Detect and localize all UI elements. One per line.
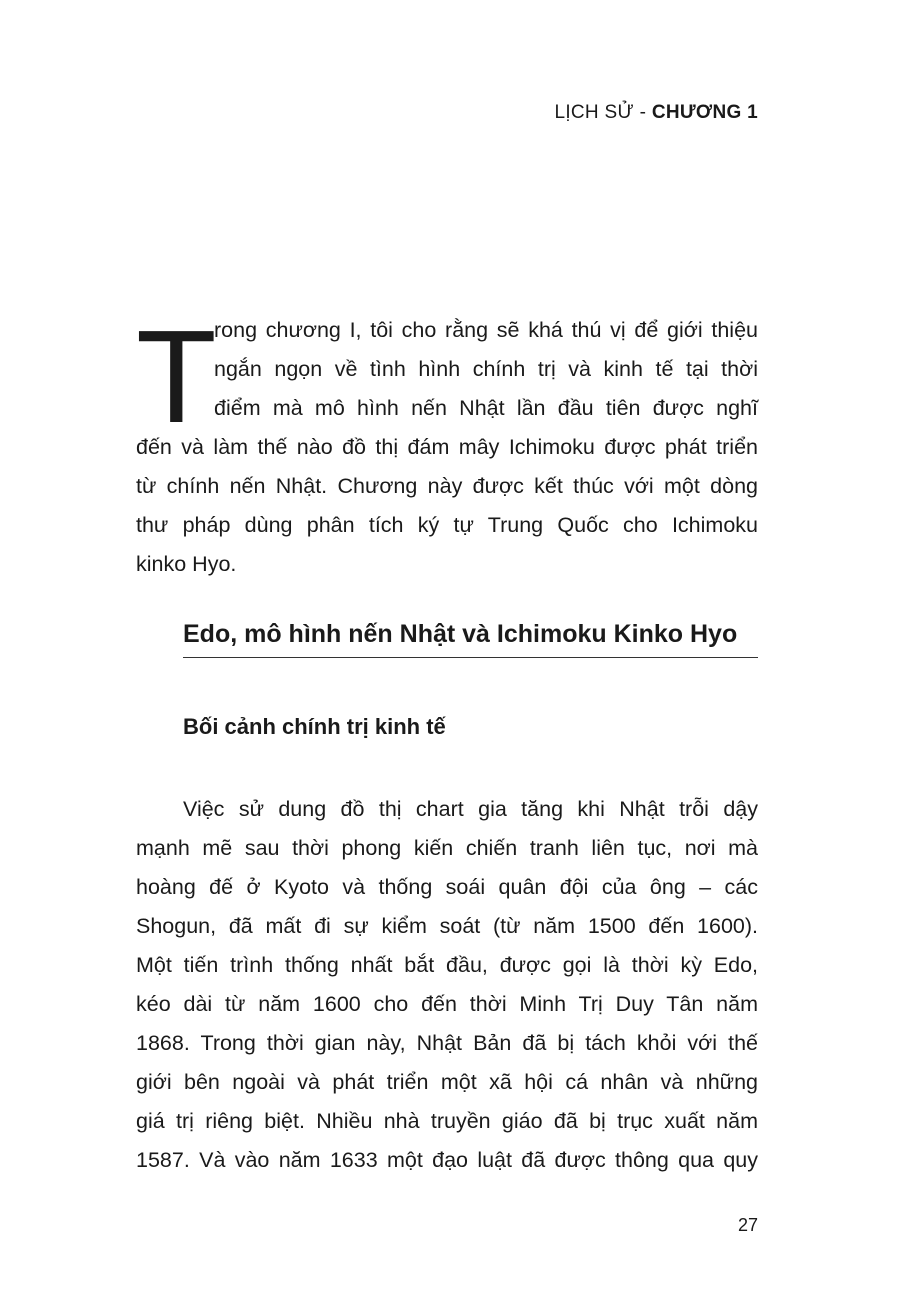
paragraph-line: Việc sử dung đồ thị chart gia tăng khi Nhật trỗi dậy	[183, 797, 758, 821]
paragraph-line: giới bên ngoài và phát triển một xã hội cá nhân và những	[136, 1070, 758, 1094]
header-section: LỊCH SỬ -	[554, 102, 647, 123]
section-title: Edo, mô hình nến Nhật và Ichimoku Kinko Hyo	[183, 620, 758, 658]
intro-line: ngắn ngọn về tình hình chính trị và kinh tế tại thời	[214, 357, 758, 381]
paragraph-line: 1868. Trong thời gian này, Nhật Bản đã bị tách khỏi với thế	[136, 1031, 758, 1055]
intro-line: từ chính nến Nhật. Chương này được kết thúc với một dòng	[136, 474, 758, 498]
running-header	[554, 102, 758, 124]
drop-cap: T	[136, 303, 217, 450]
paragraph-line: Shogun, đã mất đi sự kiểm soát (từ năm 1500 đến 1600).	[136, 914, 758, 938]
paragraph-line: giá trị riêng biệt. Nhiều nhà truyền giáo đã bị trục xuất năm	[136, 1109, 758, 1133]
page-number: 27	[737, 1215, 758, 1235]
paragraph-line: 1587. Và vào năm 1633 một đạo luật đã được thông qua quy	[136, 1148, 758, 1172]
subsection-title: Bối cảnh chính trị kinh tế	[183, 714, 446, 739]
intro-line: rong chương I, tôi cho rằng sẽ khá thú vị để giới thiệu	[214, 318, 758, 342]
intro-line: thư pháp dùng phân tích ký tự Trung Quốc cho Ichimoku	[136, 513, 758, 537]
header-chapter: CHƯƠNG 1	[651, 102, 758, 123]
paragraph-line: kéo dài từ năm 1600 cho đến thời Minh Trị Duy Tân năm	[136, 992, 758, 1016]
paragraph-line: Một tiến trình thống nhất bắt đầu, được gọi là thời kỳ Edo,	[136, 953, 758, 977]
intro-paragraph	[136, 303, 758, 581]
paragraph-line: hoàng đế ở Kyoto và thống soái quân đội của ông – các	[136, 875, 758, 899]
intro-line: kinko Hyo.	[136, 552, 237, 576]
paragraph-line: mạnh mẽ sau thời phong kiến chiến tranh liên tục, nơi mà	[136, 836, 758, 860]
intro-line: đến và làm thế nào đồ thị đám mây Ichimoku được phát triển	[136, 435, 758, 459]
intro-line: điểm mà mô hình nến Nhật lần đầu tiên được nghĩ	[214, 396, 758, 420]
body-paragraph	[136, 790, 758, 1180]
